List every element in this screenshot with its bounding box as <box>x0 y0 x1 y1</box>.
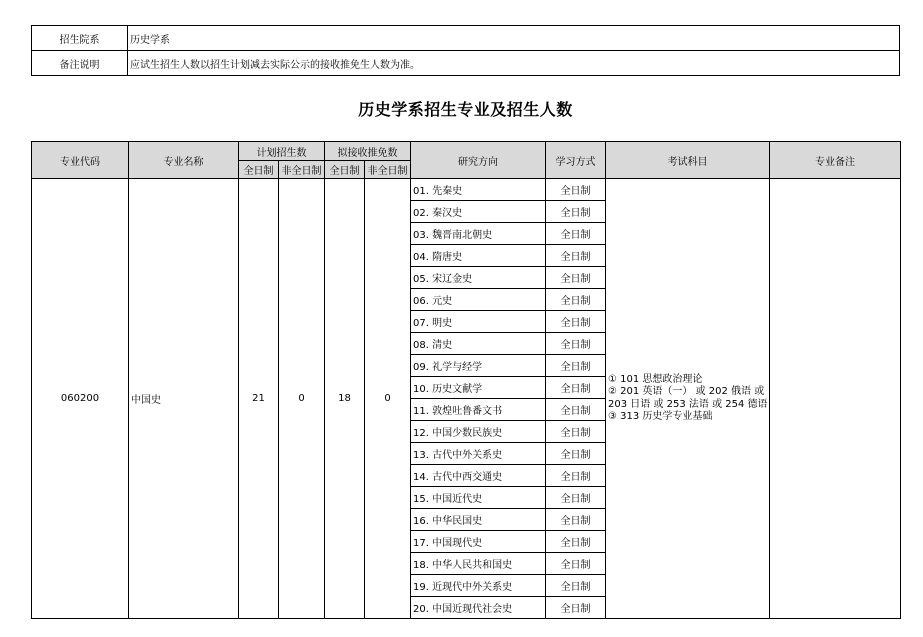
header-plan-parttime: 非全日制 <box>279 161 325 179</box>
study-mode: 全日制 <box>546 355 606 377</box>
note-value: 应试生招生人数以招生计划减去实际公示的接收推免生人数为准。 <box>128 51 900 76</box>
study-mode: 全日制 <box>546 465 606 487</box>
direction-name: 02. 秦汉史 <box>411 201 546 223</box>
program-table <box>31 141 901 619</box>
header-subjects: 考试科目 <box>606 142 770 179</box>
header-name: 专业名称 <box>129 142 239 179</box>
tuimian-fulltime-count: 18 <box>325 179 365 619</box>
study-mode: 全日制 <box>546 597 606 619</box>
info-row-note <box>32 51 900 76</box>
study-mode: 全日制 <box>546 311 606 333</box>
study-mode: 全日制 <box>546 487 606 509</box>
header-direction: 研究方向 <box>411 142 546 179</box>
header-plan-fulltime: 全日制 <box>239 161 279 179</box>
study-mode: 全日制 <box>546 575 606 597</box>
info-row-dept <box>32 26 900 51</box>
study-mode: 全日制 <box>546 245 606 267</box>
direction-name: 03. 魏晋南北朝史 <box>411 223 546 245</box>
direction-name: 16. 中华民国史 <box>411 509 546 531</box>
dept-value: 历史学系 <box>128 26 900 51</box>
tuimian-parttime-count: 0 <box>365 179 411 619</box>
header-mode: 学习方式 <box>546 142 606 179</box>
header-remark: 专业备注 <box>770 142 901 179</box>
direction-name: 12. 中国少数民族史 <box>411 421 546 443</box>
program-name: 中国史 <box>129 179 239 619</box>
direction-name: 08. 清史 <box>411 333 546 355</box>
plan-fulltime-count: 21 <box>239 179 279 619</box>
direction-name: 09. 礼学与经学 <box>411 355 546 377</box>
dept-label: 招生院系 <box>32 26 128 51</box>
table-row <box>32 179 901 201</box>
direction-name: 19. 近现代中外关系史 <box>411 575 546 597</box>
direction-name: 18. 中华人民共和国史 <box>411 553 546 575</box>
direction-name: 20. 中国近现代社会史 <box>411 597 546 619</box>
direction-name: 15. 中国近代史 <box>411 487 546 509</box>
header-tuimian-fulltime: 全日制 <box>325 161 365 179</box>
program-remark <box>770 179 901 619</box>
study-mode: 全日制 <box>546 553 606 575</box>
exam-subjects <box>606 179 770 619</box>
study-mode: 全日制 <box>546 377 606 399</box>
exam-subject-line: ③ 313 历史学专业基础 <box>608 411 713 422</box>
header-tuimian-parttime: 非全日制 <box>365 161 411 179</box>
plan-parttime-count: 0 <box>279 179 325 619</box>
study-mode: 全日制 <box>546 289 606 311</box>
info-table <box>31 25 900 76</box>
header-code: 专业代码 <box>32 142 129 179</box>
exam-subject-line: ② 201 英语（一） 或 202 俄语 或 203 日语 或 253 法语 或 254 德语 <box>608 386 768 410</box>
note-label: 备注说明 <box>32 51 128 76</box>
study-mode: 全日制 <box>546 179 606 201</box>
study-mode: 全日制 <box>546 509 606 531</box>
header-plan: 计划招生数 <box>239 142 325 161</box>
direction-name: 17. 中国现代史 <box>411 531 546 553</box>
study-mode: 全日制 <box>546 531 606 553</box>
study-mode: 全日制 <box>546 267 606 289</box>
page-title: 历史学系招生专业及招生人数 <box>358 100 573 119</box>
study-mode: 全日制 <box>546 201 606 223</box>
direction-name: 11. 敦煌吐鲁番文书 <box>411 399 546 421</box>
direction-name: 07. 明史 <box>411 311 546 333</box>
program-code: 060200 <box>32 179 129 619</box>
direction-name: 06. 元史 <box>411 289 546 311</box>
direction-name: 04. 隋唐史 <box>411 245 546 267</box>
study-mode: 全日制 <box>546 333 606 355</box>
direction-name: 13. 古代中外关系史 <box>411 443 546 465</box>
study-mode: 全日制 <box>546 399 606 421</box>
study-mode: 全日制 <box>546 443 606 465</box>
direction-name: 05. 宋辽金史 <box>411 267 546 289</box>
exam-subject-line: ① 101 思想政治理论 <box>608 373 703 385</box>
direction-name: 10. 历史文献学 <box>411 377 546 399</box>
direction-name: 14. 古代中西交通史 <box>411 465 546 487</box>
study-mode: 全日制 <box>546 223 606 245</box>
header-tuimian: 拟接收推免数 <box>325 142 411 161</box>
direction-name: 01. 先秦史 <box>411 179 546 201</box>
study-mode: 全日制 <box>546 421 606 443</box>
